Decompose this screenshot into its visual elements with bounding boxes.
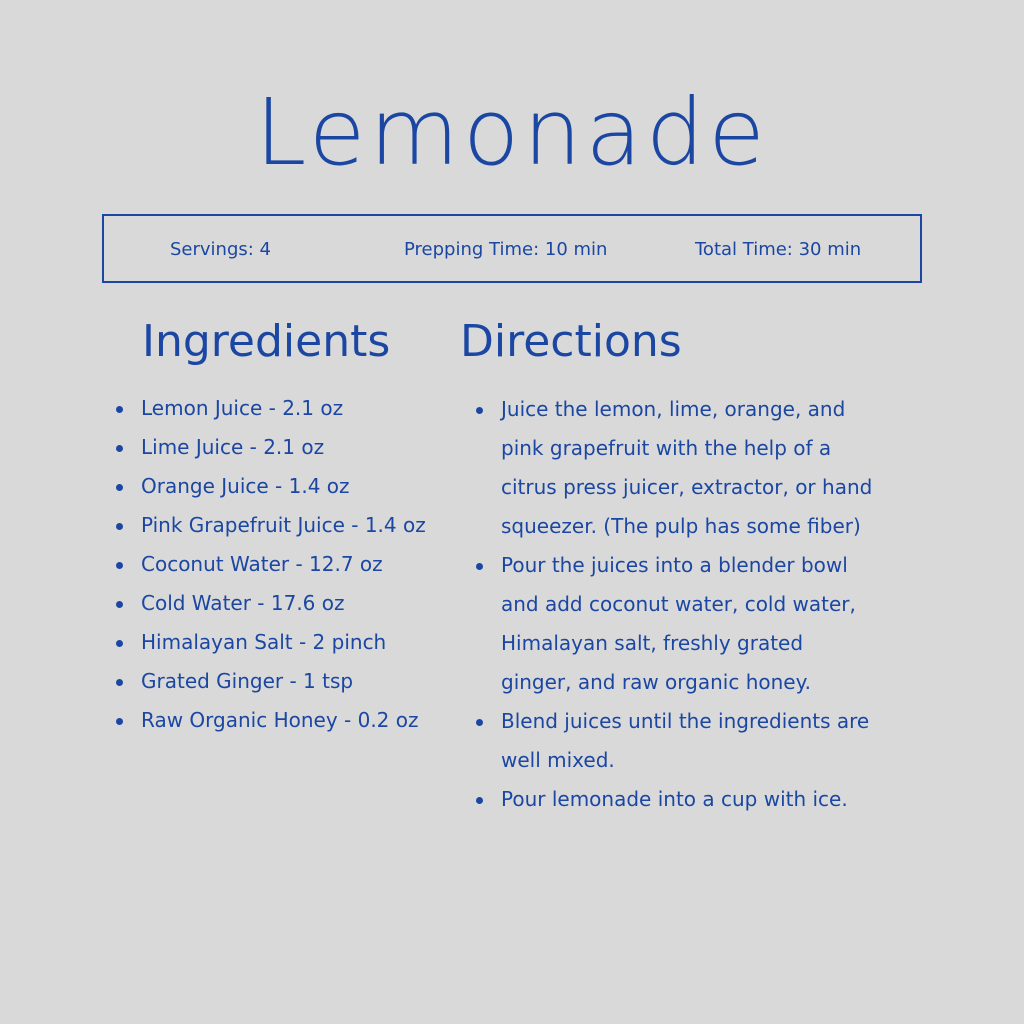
direction-step (476, 390, 936, 546)
direction-line: well mixed. (501, 748, 615, 772)
direction-step (476, 702, 936, 780)
direction-line: Blend juices until the ingredients are (501, 709, 870, 733)
ingredient-item: Himalayan Salt - 2 pinch (116, 623, 456, 662)
direction-line: Juice the lemon, lime, orange, and (501, 397, 846, 421)
ingredient-item: Orange Juice - 1.4 oz (116, 467, 456, 506)
direction-line: citrus press juicer, extractor, or hand (501, 475, 873, 499)
directions-heading: Directions (460, 316, 682, 367)
ingredient-item: Coconut Water - 12.7 oz (116, 545, 456, 584)
ingredient-item: Lemon Juice - 2.1 oz (116, 389, 456, 428)
direction-step (476, 780, 936, 819)
ingredient-item: Pink Grapefruit Juice - 1.4 oz (116, 506, 456, 545)
direction-line: squeezer. (The pulp has some fiber) (501, 514, 861, 538)
recipe-info-box (102, 214, 922, 283)
direction-step (476, 546, 936, 702)
direction-line: Pour the juices into a blender bowl (501, 553, 848, 577)
recipe-title: Lemonade (255, 79, 769, 186)
servings-info: Servings: 4 (170, 239, 272, 260)
direction-line: and add coconut water, cold water, (501, 592, 856, 616)
ingredient-item: Grated Ginger - 1 tsp (116, 662, 456, 701)
total-time-info: Total Time: 30 min (695, 239, 862, 260)
prep-time-info: Prepping Time: 10 min (404, 239, 608, 260)
directions-list (476, 390, 936, 819)
ingredients-list (116, 389, 456, 740)
ingredient-item: Lime Juice - 2.1 oz (116, 428, 456, 467)
direction-line: ginger, and raw organic honey. (501, 670, 811, 694)
ingredient-item: Raw Organic Honey - 0.2 oz (116, 701, 456, 740)
direction-line: pink grapefruit with the help of a (501, 436, 832, 460)
direction-line: Pour lemonade into a cup with ice. (501, 787, 848, 811)
direction-line: Himalayan salt, freshly grated (501, 631, 804, 655)
ingredient-item: Cold Water - 17.6 oz (116, 584, 456, 623)
ingredients-heading: Ingredients (142, 316, 391, 367)
